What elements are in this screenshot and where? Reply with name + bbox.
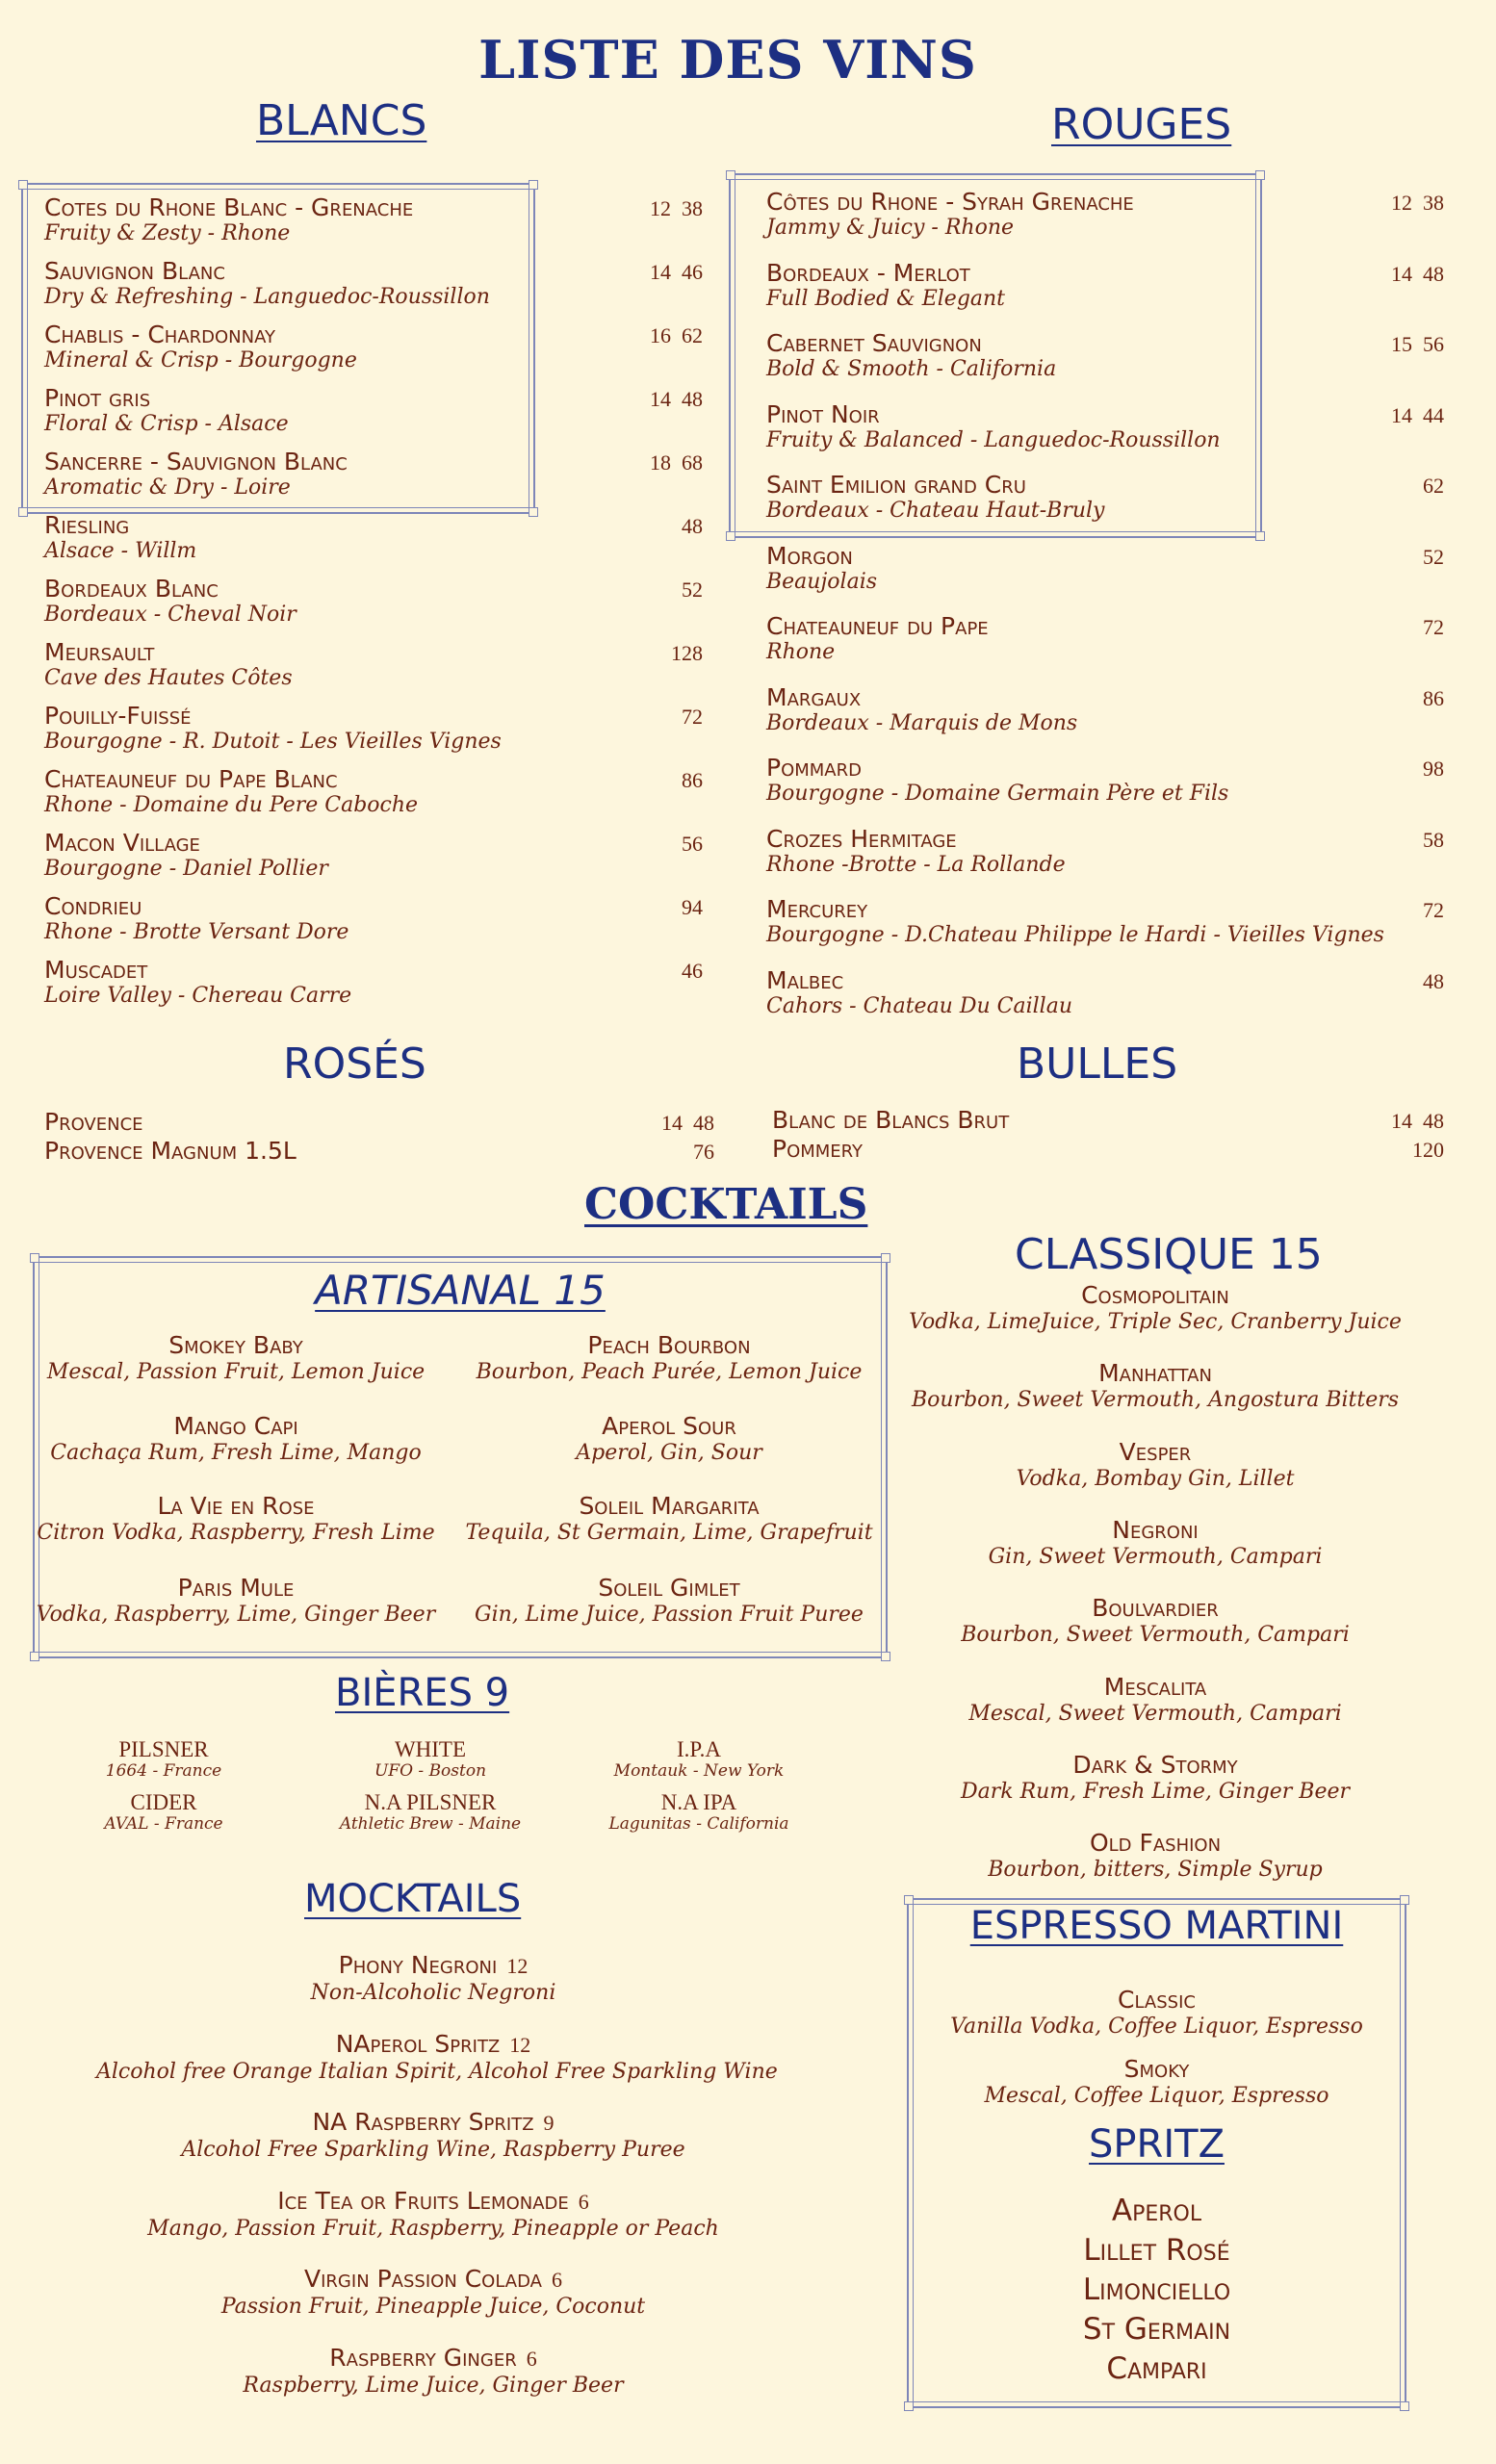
wine-price: 72 [1423, 615, 1444, 639]
wine-description: Mineral & Crisp - Bourgogne [44, 348, 357, 372]
cocktail-description: Vodka, LimeJuice, Triple Sec, Cranberry Juice [909, 1310, 1402, 1334]
wine-description: Jammy & Juicy - Rhone [766, 216, 1015, 240]
beer-item [324, 1738, 536, 1781]
frame-corner-ornament [30, 1253, 39, 1263]
mocktail-price: 6 [551, 2268, 562, 2292]
wine-name: Sauvignon Blanc [44, 257, 225, 285]
wine-item [766, 330, 1056, 382]
wine-name: Muscadet [44, 956, 148, 984]
cocktail-name: Smokey Baby [168, 1331, 303, 1359]
wine-item [766, 543, 877, 595]
artisanal-heading: ARTISANAL 15 [315, 1267, 606, 1314]
cocktail-name: La Vie en Rose [157, 1492, 315, 1520]
wine-name: Pinot gris [44, 384, 151, 412]
drink-name: Pommery [772, 1135, 864, 1163]
wine-name: Margaux [766, 682, 862, 711]
wine-name: Condrieu [44, 892, 142, 920]
cocktail-description: Bourbon, bitters, Simple Syrup [988, 1858, 1323, 1883]
beer-item [58, 1791, 270, 1834]
mocktail-name: NA Raspberry Spritz [312, 2108, 534, 2136]
cocktail-item [886, 1439, 1425, 1492]
wine-name: Macon Village [44, 829, 200, 857]
mocktail-description: Passion Fruit, Pineapple Juice, Coconut [220, 2295, 646, 2319]
cocktail-name: Cosmopolitain [1081, 1281, 1229, 1309]
wine-item [44, 957, 351, 1009]
roses-heading: ROSÉS [283, 1040, 426, 1089]
mocktail-name: Virgin Passion Colada [304, 2265, 542, 2293]
frame-corner-ornament [18, 507, 28, 517]
cocktail-description: Tequila, St Germain, Lime, Grapefruit [465, 1521, 873, 1545]
wine-name: Chateauneuf du Pape Blanc [44, 765, 338, 793]
wine-name: Pommard [766, 754, 862, 782]
wine-description: Rhone - Domaine du Pere Caboche [44, 793, 419, 817]
wine-name: Meursault [44, 638, 155, 666]
spritz-item: Aperol [1111, 2194, 1202, 2228]
wine-description: Loire Valley - Chereau Carre [44, 984, 352, 1008]
wine-description: Floral & Crisp - Alsace [44, 412, 289, 436]
mocktail-item [96, 2109, 770, 2163]
cocktail-name: Soleil Gimlet [598, 1574, 740, 1602]
cocktail-item [457, 1575, 881, 1628]
wine-price: 72 [1423, 898, 1444, 922]
mocktail-name-line [96, 2345, 770, 2373]
cocktail-description: Citron Vodka, Raspberry, Fresh Lime [37, 1521, 435, 1545]
wine-item [44, 766, 418, 818]
wine-description: Bourgogne - R. Dutoit - Les Vieilles Vignes [44, 730, 502, 754]
wine-name: Cabernet Sauvignon [766, 329, 982, 357]
mocktail-item [96, 1952, 770, 2006]
beer-item [593, 1738, 805, 1781]
wine-item [44, 321, 357, 373]
wine-item [766, 401, 1221, 453]
spritz-list [907, 2192, 1406, 2389]
mocktail-name-line [96, 1952, 770, 1980]
wine-item [44, 639, 293, 691]
wine-item [44, 576, 297, 628]
wine-name: Chablis - Chardonnay [44, 321, 276, 348]
cocktail-item [886, 1674, 1425, 1727]
mocktail-price: 12 [509, 2032, 531, 2057]
wine-price: 72 [682, 705, 703, 729]
beer-name: CIDER [130, 1790, 197, 1814]
cocktail-description: Mescal, Sweet Vermouth, Campari [968, 1701, 1342, 1726]
espresso-item [907, 1987, 1406, 2040]
bulles-heading: BULLES [1017, 1040, 1178, 1089]
wine-price: 52 [682, 578, 703, 602]
wine-price: 62 [1423, 474, 1444, 498]
wine-description: Dry & Refreshing - Languedoc-Roussillon [44, 285, 490, 309]
cocktail-description: Gin, Sweet Vermouth, Campari [988, 1544, 1323, 1569]
wine-price: 16 62 [650, 323, 703, 347]
wine-description: Bordeaux - Marquis de Mons [766, 710, 1078, 735]
cocktail-name: Negroni [1112, 1515, 1199, 1544]
cocktail-name: Peach Bourbon [587, 1331, 751, 1359]
wine-description: Full Bodied & Elegant [766, 286, 1006, 311]
wine-description: Beaujolais [766, 569, 878, 594]
mocktail-name-line [96, 2109, 770, 2137]
wine-description: Alsace - Willm [44, 539, 197, 563]
wine-price: 14 48 [650, 387, 703, 411]
cocktail-name: Mango Capi [173, 1412, 298, 1440]
mocktail-name: Raspberry Ginger [329, 2343, 517, 2372]
beer-description: Montauk - New York [613, 1761, 785, 1781]
cocktail-item [457, 1493, 881, 1546]
cocktail-name: Manhattan [1098, 1359, 1212, 1388]
frame-corner-ornament [1400, 2401, 1409, 2411]
wine-name: Pinot Noir [766, 399, 880, 428]
cocktail-item [457, 1332, 881, 1385]
wine-description: Rhone - Brotte Versant Dore [44, 920, 349, 944]
cocktail-item [886, 1752, 1425, 1805]
mocktail-description: Alcohol free Orange Italian Spirit, Alcohol Free Sparkling Wine [96, 2059, 778, 2084]
mocktail-description: Mango, Passion Fruit, Raspberry, Pineapple or Peach [147, 2216, 719, 2241]
cocktail-description: Bourbon, Sweet Vermouth, Campari [961, 1623, 1350, 1648]
beer-name: N.A PILSNER [364, 1790, 497, 1814]
beer-name: PILSNER [118, 1737, 209, 1761]
beer-item [593, 1791, 805, 1834]
wine-item [766, 967, 1072, 1019]
mocktail-name: Phony Negroni [338, 1951, 498, 1979]
drink-name: Blanc de Blancs Brut [772, 1106, 1010, 1134]
espresso-name: Classic [1118, 1986, 1196, 2014]
beer-description: AVAL - France [104, 1814, 223, 1834]
wine-name: Chateauneuf du Pape [766, 612, 989, 640]
wine-description: Cave des Hautes Côtes [44, 666, 293, 690]
frame-corner-ornament [881, 1652, 890, 1661]
blancs-heading: BLANCS [256, 96, 427, 145]
drink-price: 14 48 [1391, 1109, 1444, 1133]
wine-name: Côtes du Rhone - Syrah Grenache [766, 188, 1134, 216]
wine-description: Bourgogne - D.Chateau Philippe le Hardi - Vieilles Vignes [766, 923, 1384, 947]
drink-name: Provence Magnum 1.5L [44, 1137, 297, 1165]
drink-price: 14 48 [661, 1111, 714, 1135]
cocktail-item [24, 1575, 448, 1628]
frame-corner-ornament [726, 531, 735, 541]
mocktail-price: 9 [543, 2111, 555, 2135]
cocktail-item [886, 1517, 1425, 1570]
mocktail-item [96, 2345, 770, 2399]
wine-item [44, 449, 348, 500]
wine-description: Bordeaux - Chateau Haut-Bruly [766, 499, 1105, 523]
mocktail-name: NAperol Spritz [335, 2029, 501, 2058]
wine-description: Cahors - Chateau Du Caillau [766, 993, 1072, 1018]
frame-corner-ornament [30, 1652, 39, 1661]
wine-price: 14 48 [1391, 261, 1444, 286]
cocktail-description: Gin, Lime Juice, Passion Fruit Puree [475, 1603, 864, 1627]
classique-heading: CLASSIQUE 15 [1015, 1230, 1323, 1279]
drink-name: Provence [44, 1108, 143, 1136]
mocktail-name-line [96, 2266, 770, 2294]
wine-item [44, 258, 490, 310]
wine-price: 14 46 [650, 260, 703, 284]
wine-price: 52 [1423, 544, 1444, 569]
wine-price: 48 [1423, 968, 1444, 993]
beer-name: WHITE [394, 1737, 467, 1761]
beer-item [58, 1738, 270, 1781]
wine-item [766, 684, 1077, 736]
frame-corner-ornament [529, 180, 538, 190]
wine-item [44, 830, 328, 882]
cocktails-heading: COCKTAILS [584, 1180, 868, 1229]
wine-price: 94 [682, 895, 703, 919]
cocktail-description: Vodka, Bombay Gin, Lillet [1016, 1466, 1295, 1491]
frame-corner-ornament [1255, 531, 1265, 541]
mocktail-description: Non-Alcoholic Negroni [310, 1981, 556, 2005]
mocktail-name-line [96, 2188, 770, 2216]
wine-name: Riesling [44, 511, 130, 539]
espresso-item [907, 2056, 1406, 2109]
frame-corner-ornament [726, 170, 735, 180]
espresso-description: Mescal, Coffee Liquor, Espresso [984, 2084, 1329, 2108]
cocktail-description: Cachaça Rum, Fresh Lime, Mango [50, 1441, 422, 1465]
mocktail-description: Raspberry, Lime Juice, Ginger Beer [243, 2373, 624, 2398]
wine-price: 14 44 [1391, 402, 1444, 427]
mocktail-price: 12 [506, 1954, 529, 1978]
drink-price: 76 [693, 1140, 714, 1164]
bieres-heading: BIÈRES 9 [335, 1671, 510, 1715]
wine-description: Bordeaux - Cheval Noir [44, 603, 297, 627]
wine-name: Crozes Hermitage [766, 824, 957, 853]
cocktail-name: Vesper [1119, 1437, 1192, 1466]
wine-price: 18 68 [650, 450, 703, 475]
mocktails-heading: MOCKTAILS [304, 1877, 522, 1921]
wine-name: Morgon [766, 541, 853, 570]
mocktail-name-line [96, 2031, 770, 2059]
frame-corner-ornament [904, 2401, 914, 2411]
spritz-item: Limonciello [1082, 2272, 1231, 2307]
cocktail-item [24, 1332, 448, 1385]
wine-name: Sancerre - Sauvignon Blanc [44, 448, 348, 475]
cocktail-description: Bourbon, Sweet Vermouth, Angostura Bitters [911, 1388, 1400, 1413]
spritz-item: Campari [1106, 2351, 1207, 2386]
beer-description: UFO - Boston [374, 1761, 487, 1781]
wine-name: Cotes du Rhone Blanc - Grenache [44, 193, 414, 221]
espresso-heading: ESPRESSO MARTINI [969, 1904, 1344, 1948]
mocktail-item [96, 2029, 778, 2085]
cocktail-description: Dark Rum, Fresh Lime, Ginger Beer [960, 1779, 1351, 1804]
espresso-name: Smoky [1123, 2055, 1190, 2083]
wine-item [766, 260, 1005, 312]
page-title: LISTE DES VINS [478, 29, 977, 90]
wine-item [44, 385, 289, 437]
beer-description: Athletic Brew - Maine [339, 1814, 522, 1834]
wine-item [44, 893, 348, 945]
cocktail-item [24, 1413, 448, 1466]
cocktail-name: Old Fashion [1089, 1829, 1222, 1858]
cocktail-item [457, 1413, 881, 1466]
mocktail-item [96, 2188, 770, 2242]
wine-item [766, 826, 1066, 878]
espresso-description: Vanilla Vodka, Coffee Liquor, Espresso [950, 2015, 1363, 2039]
cocktail-name: Boulvardier [1092, 1594, 1219, 1623]
wine-item [766, 613, 989, 665]
mocktail-name: Ice Tea or Fruits Lemonade [277, 2186, 569, 2215]
wine-item [766, 896, 1384, 948]
wine-name: Saint Emilion grand Cru [766, 471, 1026, 499]
beer-description: Lagunitas - California [608, 1814, 789, 1834]
wine-item [766, 472, 1104, 524]
spritz-item: St Germain [1082, 2312, 1231, 2347]
wine-description: Fruity & Zesty - Rhone [44, 221, 291, 245]
wine-name: Mercurey [766, 895, 868, 923]
wine-price: 46 [682, 959, 703, 983]
wine-price: 15 56 [1391, 332, 1444, 356]
cocktail-name: Mescalita [1103, 1672, 1207, 1701]
wine-description: Rhone [766, 640, 836, 664]
cocktail-name: Paris Mule [177, 1574, 295, 1602]
cocktail-item [24, 1493, 448, 1546]
cocktail-item [886, 1830, 1425, 1883]
beer-name: I.P.A [676, 1737, 721, 1761]
wine-name: Malbec [766, 965, 844, 994]
wine-price: 86 [682, 768, 703, 792]
wine-item [44, 512, 196, 564]
wine-description: Fruity & Balanced - Languedoc-Roussillon [766, 427, 1221, 452]
beer-name: N.A IPA [660, 1790, 737, 1814]
wine-price: 48 [682, 514, 703, 538]
wine-price: 128 [671, 641, 703, 665]
mocktail-price: 6 [578, 2189, 589, 2214]
wine-price: 12 38 [650, 196, 703, 220]
wine-price: 56 [682, 832, 703, 856]
mocktail-item [96, 2266, 770, 2320]
wine-name: Bordeaux - Merlot [766, 258, 970, 287]
wine-price: 86 [1423, 685, 1444, 710]
wine-item [766, 189, 1134, 241]
spritz-heading: SPRITZ [1089, 2122, 1225, 2167]
cocktail-name: Dark & Stormy [1072, 1750, 1238, 1779]
wine-name: Bordeaux Blanc [44, 575, 219, 603]
wine-item [44, 703, 502, 755]
frame-corner-ornament [881, 1253, 890, 1263]
wine-description: Bold & Smooth - California [766, 357, 1057, 381]
cocktail-item [886, 1360, 1425, 1413]
wine-description: Rhone -Brotte - La Rollande [766, 852, 1066, 877]
spritz-item: Lillet Rosé [1083, 2233, 1230, 2268]
cocktail-description: Vodka, Raspberry, Lime, Ginger Beer [36, 1603, 436, 1627]
frame-corner-ornament [529, 507, 538, 517]
beer-description: 1664 - France [105, 1761, 222, 1781]
wine-item [44, 194, 413, 246]
frame-corner-ornament [18, 180, 28, 190]
cocktail-name: Aperol Sour [602, 1412, 736, 1440]
cocktail-item [886, 1595, 1425, 1648]
wine-description: Bourgogne - Domaine Germain Père et Fils [766, 782, 1229, 806]
wine-price: 12 38 [1391, 191, 1444, 215]
wine-description: Bourgogne - Daniel Pollier [44, 857, 328, 881]
beer-item [324, 1791, 536, 1834]
rouges-heading: ROUGES [1051, 100, 1232, 149]
wine-item [766, 755, 1228, 807]
frame-corner-ornament [1255, 170, 1265, 180]
wine-price: 58 [1423, 827, 1444, 852]
wine-description: Aromatic & Dry - Loire [44, 475, 291, 500]
cocktail-item [886, 1282, 1425, 1335]
drink-price: 120 [1412, 1138, 1444, 1162]
cocktail-description: Mescal, Passion Fruit, Lemon Juice [46, 1360, 426, 1384]
cocktail-description: Aperol, Gin, Sour [576, 1441, 762, 1465]
mocktail-price: 6 [526, 2346, 537, 2371]
cocktail-description: Bourbon, Peach Purée, Lemon Juice [476, 1360, 863, 1384]
wine-price: 98 [1423, 757, 1444, 781]
cocktail-name: Soleil Margarita [579, 1492, 760, 1520]
mocktail-description: Alcohol Free Sparkling Wine, Raspberry Puree [181, 2138, 685, 2162]
wine-name: Pouilly-Fuissé [44, 702, 192, 730]
